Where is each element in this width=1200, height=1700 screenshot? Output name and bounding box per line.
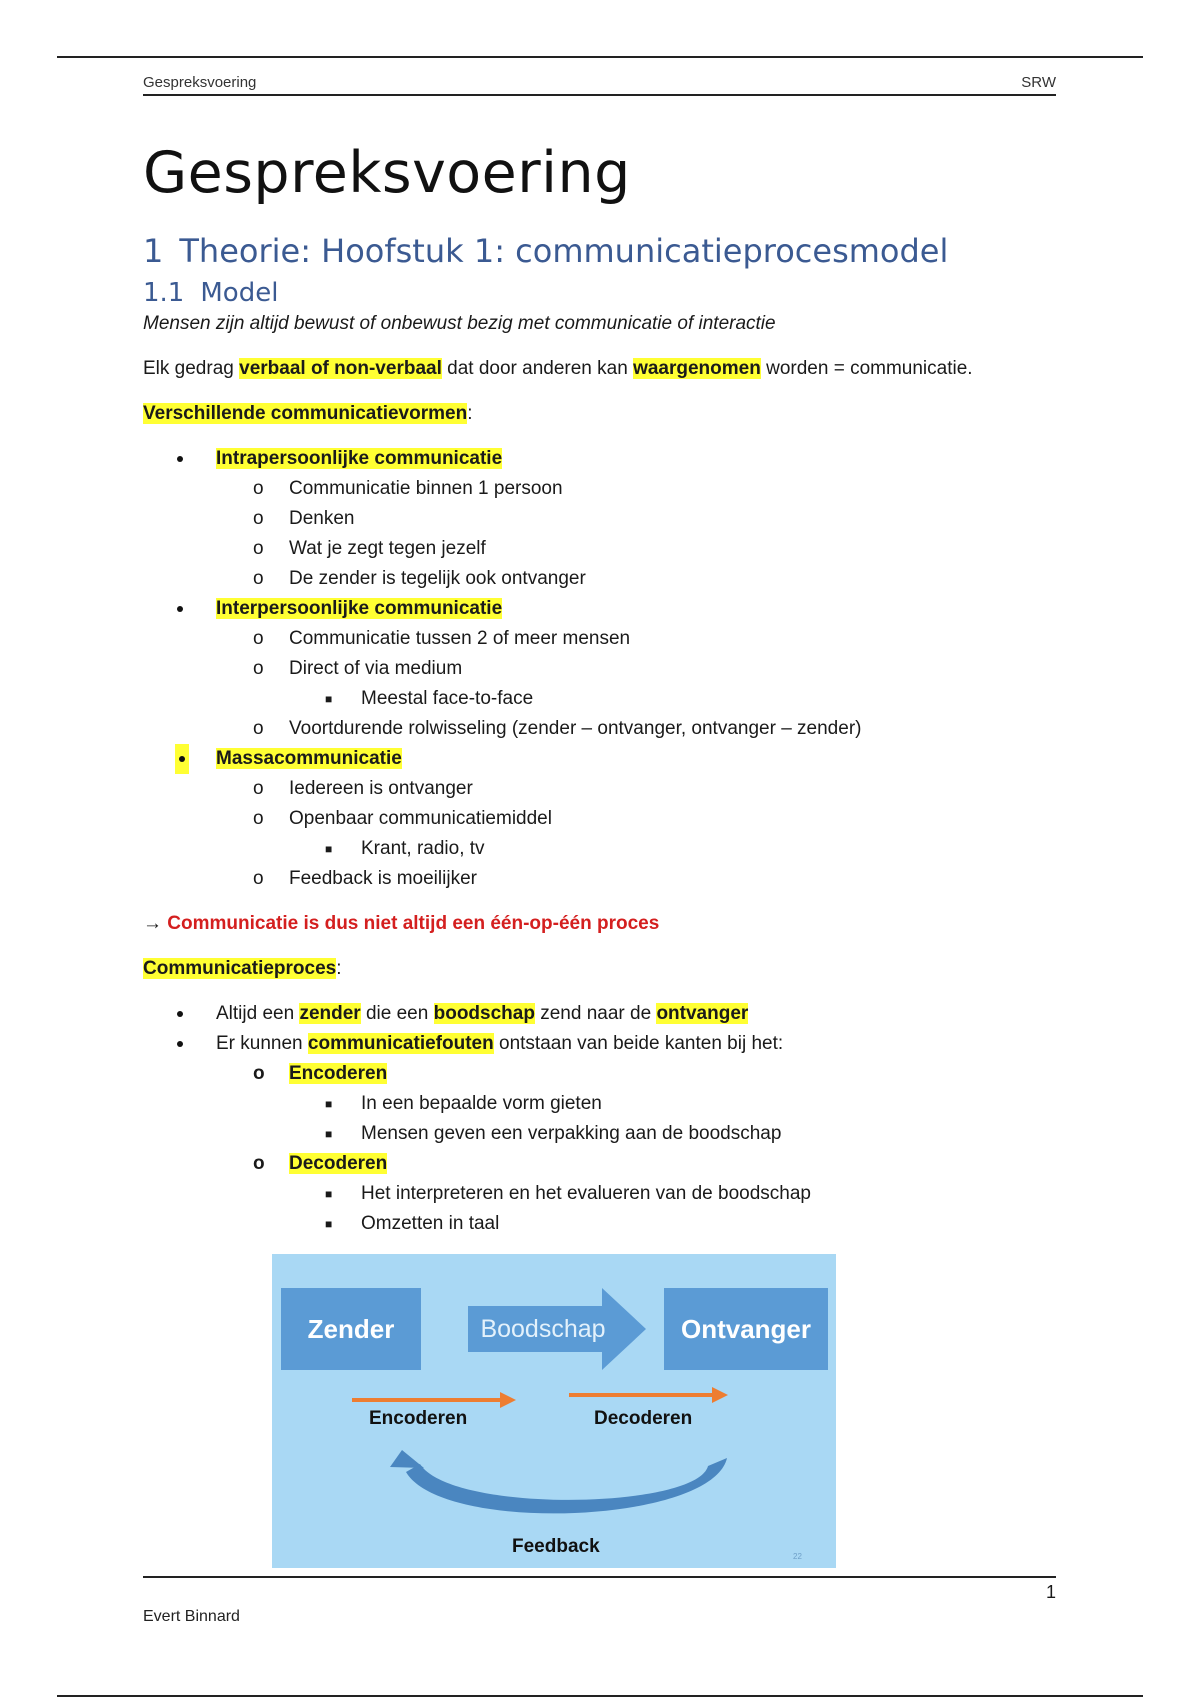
circle-bullet-icon: o [253,568,264,589]
text-run: Er kunnen [216,1033,308,1054]
circle-bullet-icon: o [253,658,264,679]
forms-list [143,444,1056,894]
process-heading [143,954,1056,984]
list-item [143,1179,1056,1209]
list-item-text: Iedereen is ontvanger [289,778,473,799]
zender-label: Zender [307,1313,395,1344]
bullet-icon [177,606,183,612]
text-run: dat door anderen kan [441,358,634,379]
list-item-text: Het interpreteren en het evalueren van de boodschap [361,1183,811,1204]
form-inter-title: Interpersoonlijke communicatie [216,598,503,619]
list-item [143,1029,1056,1059]
bullet-icon [179,756,185,762]
communication-process-diagram [272,1254,836,1568]
ontvanger-label: Ontvanger [680,1313,812,1344]
bullet-icon [177,1041,183,1047]
list-item-text: Feedback is moeilijker [289,868,477,889]
circle-bullet-icon: o [253,628,264,649]
intro-text: Mensen zijn altijd bewust of onbewust bezig met communicatie of interactie [143,313,776,334]
circle-bullet-icon: o [253,868,264,889]
circle-bullet-icon: o [253,478,264,499]
colon: : [467,403,473,424]
text-run: zend naar de [534,1003,657,1024]
list-item [143,1119,1056,1149]
circle-bullet-icon: o [253,778,264,799]
text-run: die een [360,1003,434,1024]
bullet-icon [177,456,183,462]
highlight-waargenomen: waargenomen [633,358,761,379]
bottom-page-rule [57,1695,1143,1697]
heading-2-text: Model [200,278,279,308]
encoderen-title: Encoderen [289,1063,388,1084]
list-item [143,714,1056,744]
header-right-text: SRW [1021,74,1056,91]
list-item [143,864,1056,894]
highlight-boodschap: boodschap [433,1003,535,1024]
list-item [143,444,1056,474]
list-item-text: Direct of via medium [289,658,463,679]
circle-bullet-icon: o [253,718,264,739]
page-number: 1 [1045,1582,1056,1602]
highlight-verbaal: verbaal of non-verbaal [239,358,442,379]
list-item-text: De zender is tegelijk ook ontvanger [289,568,586,589]
decoderen-title: Decoderen [289,1153,388,1174]
list-item [143,504,1056,534]
top-page-rule [57,56,1143,58]
list-item [143,834,1056,864]
list-item-text: Meestal face-to-face [361,688,534,709]
list-item [143,474,1056,504]
list-item-text: Communicatie binnen 1 persoon [289,478,563,499]
list-item-text: Voortdurende rolwisseling (zender – ontvanger, ontvanger – zender) [289,718,862,739]
list-item-text: Omzetten in taal [361,1213,500,1234]
footer-rule [143,1576,1056,1578]
list-item [143,654,1056,684]
list-item [143,1149,1056,1179]
circle-bullet-icon: o [253,538,264,559]
list-item [143,1209,1056,1239]
list-item [143,999,1056,1029]
slide-number: 22 [793,1552,802,1561]
square-bullet-icon: ■ [325,1217,333,1231]
list-item [143,684,1056,714]
heading-2 [143,278,278,308]
header-left-text: Gespreksvoering [143,74,257,91]
list-item-text: Mensen geven een verpakking aan de boodschap [361,1123,782,1144]
text-run: ontstaan van beide kanten bij het: [493,1033,784,1054]
bullet-icon [177,1011,183,1017]
list-item-text: Denken [289,508,355,529]
conclusion-text: Communicatie is dus niet altijd een één-op-één proces [167,913,660,934]
text-run: worden = communicatie. [760,358,973,379]
highlight-zender: zender [299,1003,361,1024]
feedback-label: Feedback [512,1536,600,1557]
list-item [143,744,1056,774]
text-run: Elk gedrag [143,358,240,379]
list-item [143,534,1056,564]
process-list [143,999,1056,1239]
heading-1-text: Theorie: Hoofstuk 1: communicatieprocesmodel [179,232,949,270]
circle-bullet-icon: o [253,808,264,829]
list-item [143,594,1056,624]
forms-heading [143,399,1056,429]
heading-2-number: 1.1 [143,278,185,308]
list-item [143,564,1056,594]
heading-1 [143,232,948,270]
paragraph-gedrag [143,354,1056,384]
decoderen-label: Decoderen [594,1408,693,1429]
list-item [143,804,1056,834]
list-item [143,1059,1056,1089]
form-intra-title: Intrapersoonlijke communicatie [216,448,503,469]
list-item [143,1089,1056,1119]
list-item-text: Openbaar communicatiemiddel [289,808,552,829]
list-item [143,624,1056,654]
list-item-text: In een bepaalde vorm gieten [361,1093,602,1114]
list-item-text: Krant, radio, tv [361,838,485,859]
running-header [143,72,1056,96]
square-bullet-icon: ■ [325,1187,333,1201]
text-run: Altijd een [216,1003,300,1024]
highlight-ontvanger: ontvanger [656,1003,749,1024]
highlight-communicatiefouten: communicatiefouten [307,1033,494,1054]
square-bullet-icon: ■ [325,1127,333,1141]
footer-author: Evert Binnard [143,1608,240,1625]
document-body [143,309,1056,1239]
list-item-text: Wat je zegt tegen jezelf [289,538,486,559]
list-item [143,774,1056,804]
circle-bullet-icon: o [253,1153,265,1174]
conclusion-line [143,909,1056,939]
heading-1-number: 1 [143,232,164,270]
document-title: Gespreksvoering [143,140,631,206]
square-bullet-icon: ■ [325,1097,333,1111]
arrow-right-icon: → [143,913,162,934]
forms-heading-text: Verschillende communicatievormen [143,403,468,424]
square-bullet-icon: ■ [325,842,333,856]
square-bullet-icon: ■ [325,692,333,706]
encoderen-label: Encoderen [369,1408,468,1429]
colon: : [336,958,342,979]
circle-bullet-icon: o [253,1063,265,1084]
list-item-text: Communicatie tussen 2 of meer mensen [289,628,631,649]
process-heading-text: Communicatieproces [143,958,337,979]
circle-bullet-icon: o [253,508,264,529]
form-mass-title: Massacommunicatie [216,748,402,769]
boodschap-label: Boodschap [480,1314,606,1343]
